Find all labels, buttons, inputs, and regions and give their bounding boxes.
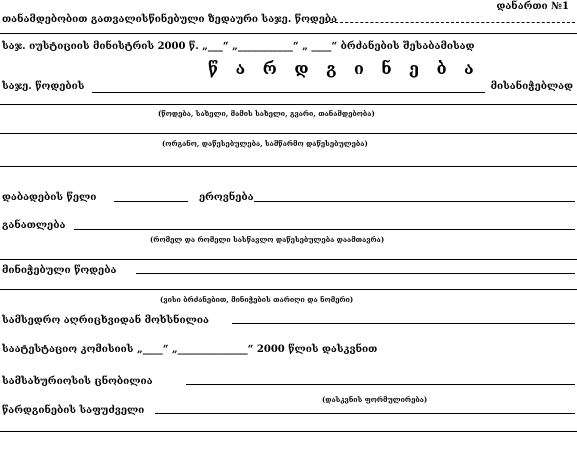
military-registry-field[interactable] [232,323,575,324]
birth-year-field[interactable] [114,201,188,202]
intro-dashed-fill [325,22,575,23]
basis-extra-line[interactable] [0,431,577,432]
assigned-rank-extra-line[interactable] [0,289,577,290]
document-title: წ ა რ დ გ ი ნ ე ბ ა [208,59,480,78]
assigned-rank-label: მინიჭებული წოდება [2,265,117,276]
conclusion-hint: (დასკვნის ფორმულირება) [322,395,428,404]
rank-fill-line[interactable] [92,92,485,93]
nationality-label: ეროვნება [199,192,254,203]
military-registry-label: სამსედრო აღრიცხვიდან მოხსნილია [2,315,209,326]
birth-year-label: დაბადების წელი [2,192,97,203]
org-hint: (ორგანო, დაწესებულება, სამწარმო დაწესებულება) [162,139,368,148]
divider-top [0,33,577,34]
order-reference-line: საჯ. იუსტიციის მინისტრის 2000 წ. „___“ „___________“ „ ____“ ბრძანების შესაბამისად [2,41,475,52]
basis-label: წარდგინების საფუძველი [2,405,145,416]
education-hint: (რომელ და რომელი სასწავლო დაწესებულება დაამთავრა) [150,235,385,244]
education-label: განათლება [2,220,66,231]
org-line[interactable] [0,133,577,134]
basis-field[interactable] [155,413,575,414]
commission-line: საატესტაციო კომისიის „____“ „______________“ 2000 წლის დასკვნით [2,344,378,355]
education-extra-line[interactable] [0,259,577,260]
education-field[interactable] [74,229,575,230]
name-line[interactable] [0,104,577,105]
annex-label: დანართი №1 [496,1,569,12]
rank-prefix: საჯე. წოდების [2,81,85,92]
nationality-field[interactable] [254,201,575,202]
assigned-rank-field[interactable] [136,273,575,274]
service-field[interactable] [186,384,575,385]
order-hint: (ვისი ბრძანებით, მინიჭების თარიღი და ნომერი) [160,295,354,304]
rank-suffix: მისანიჭებლად [490,81,573,92]
extra-line[interactable] [0,166,577,167]
name-hint: (წოდება, სახელი, მამის სახელი, გვარი, თანამდებობა) [158,109,375,118]
intro-line: თანამდებობით გათვალისწინებული ზედაური საჯე. წოდება [2,14,338,25]
service-label: სამსახურიოსის ცნობილია [2,376,153,387]
